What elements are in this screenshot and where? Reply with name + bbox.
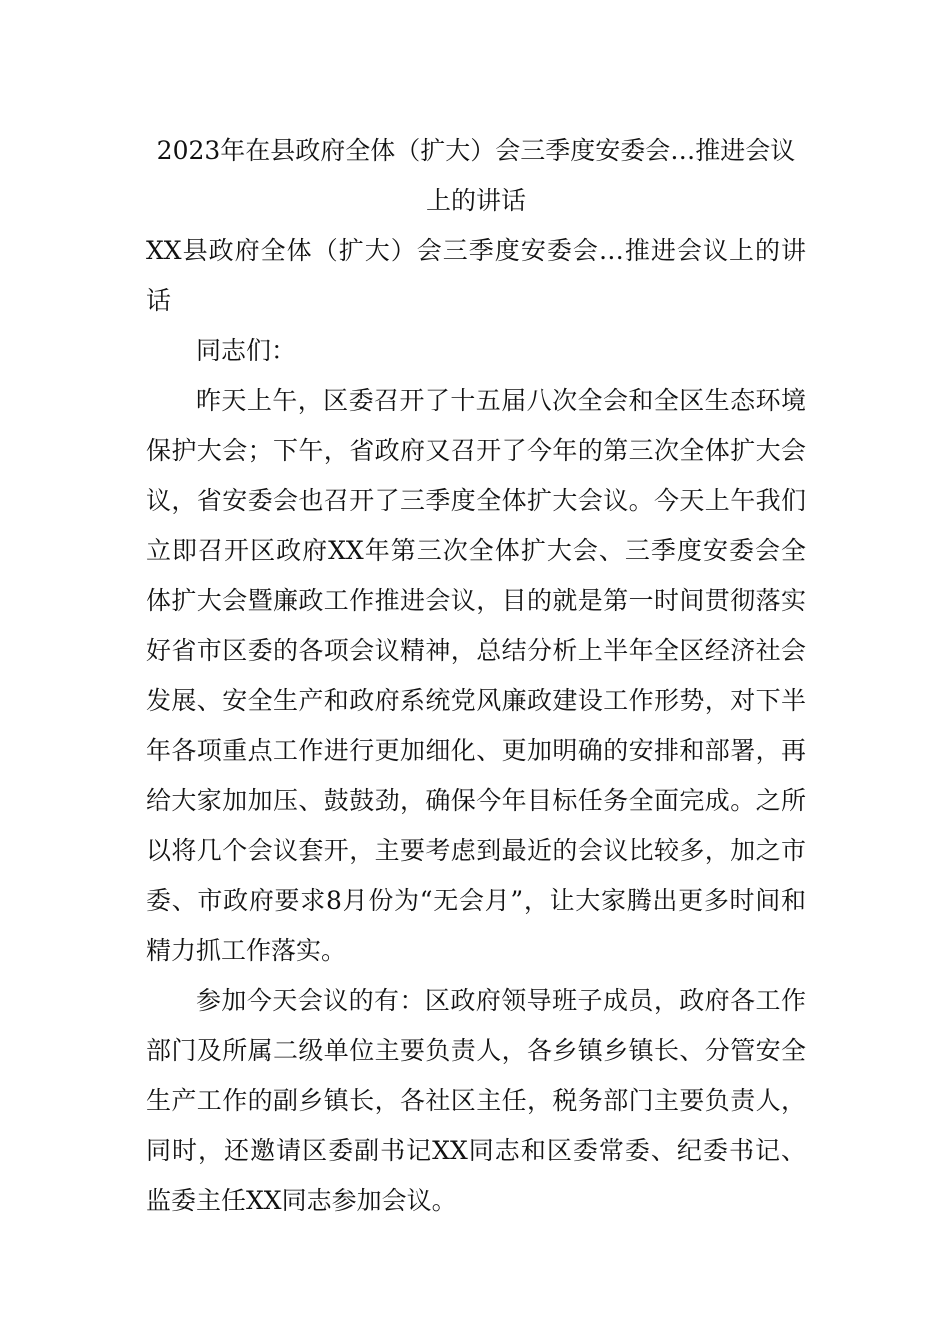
document-title: 2023年在县政府全体（扩大）会三季度安委会…推进会议上的讲话 — [156, 136, 796, 215]
document-body — [146, 126, 806, 1226]
paragraph-2: 参加今天会议的有：区政府领导班子成员，政府各工作部门及所属二级单位主要负责人，各乡镇乡镇长、分管安全生产工作的副乡镇长，各社区主任，税务部门主要负责人，同时，还邀请区委副书记XX同志和区委常委、纪委书记、监委主任XX同志参加会议。 — [146, 986, 806, 1215]
document-subtitle: XX县政府全体（扩大）会三季度安委会…推进会议上的讲话 — [146, 236, 806, 315]
greeting: 同志们： — [196, 336, 297, 365]
paragraph-1: 昨天上午，区委召开了十五届八次全会和全区生态环境保护大会；下午，省政府又召开了今年的第三次全体扩大会议，省安委会也召开了三季度全体扩大会议。今天上午我们立即召开区政府XX年第三次全体扩大会、三季度安委会全体扩大会暨廉政工作推进会议，目的就是第一时间贯彻落实好省市区委的各项会议精神，总结分析上半年全区经济社会发展、安全生产和政府系统党风廉政建设工作形势，对下半年各项重点工作进行更加细化、更加明确的安排和部署，再给大家加加压、鼓鼓劲，确保今年目标任务全面完成。之所以将几个会议套开，主要考虑到最近的会议比较多，加之市委、市政府要求8月份为“无会月”，让大家腾出更多时间和精力抓工作落实。 — [146, 386, 806, 965]
